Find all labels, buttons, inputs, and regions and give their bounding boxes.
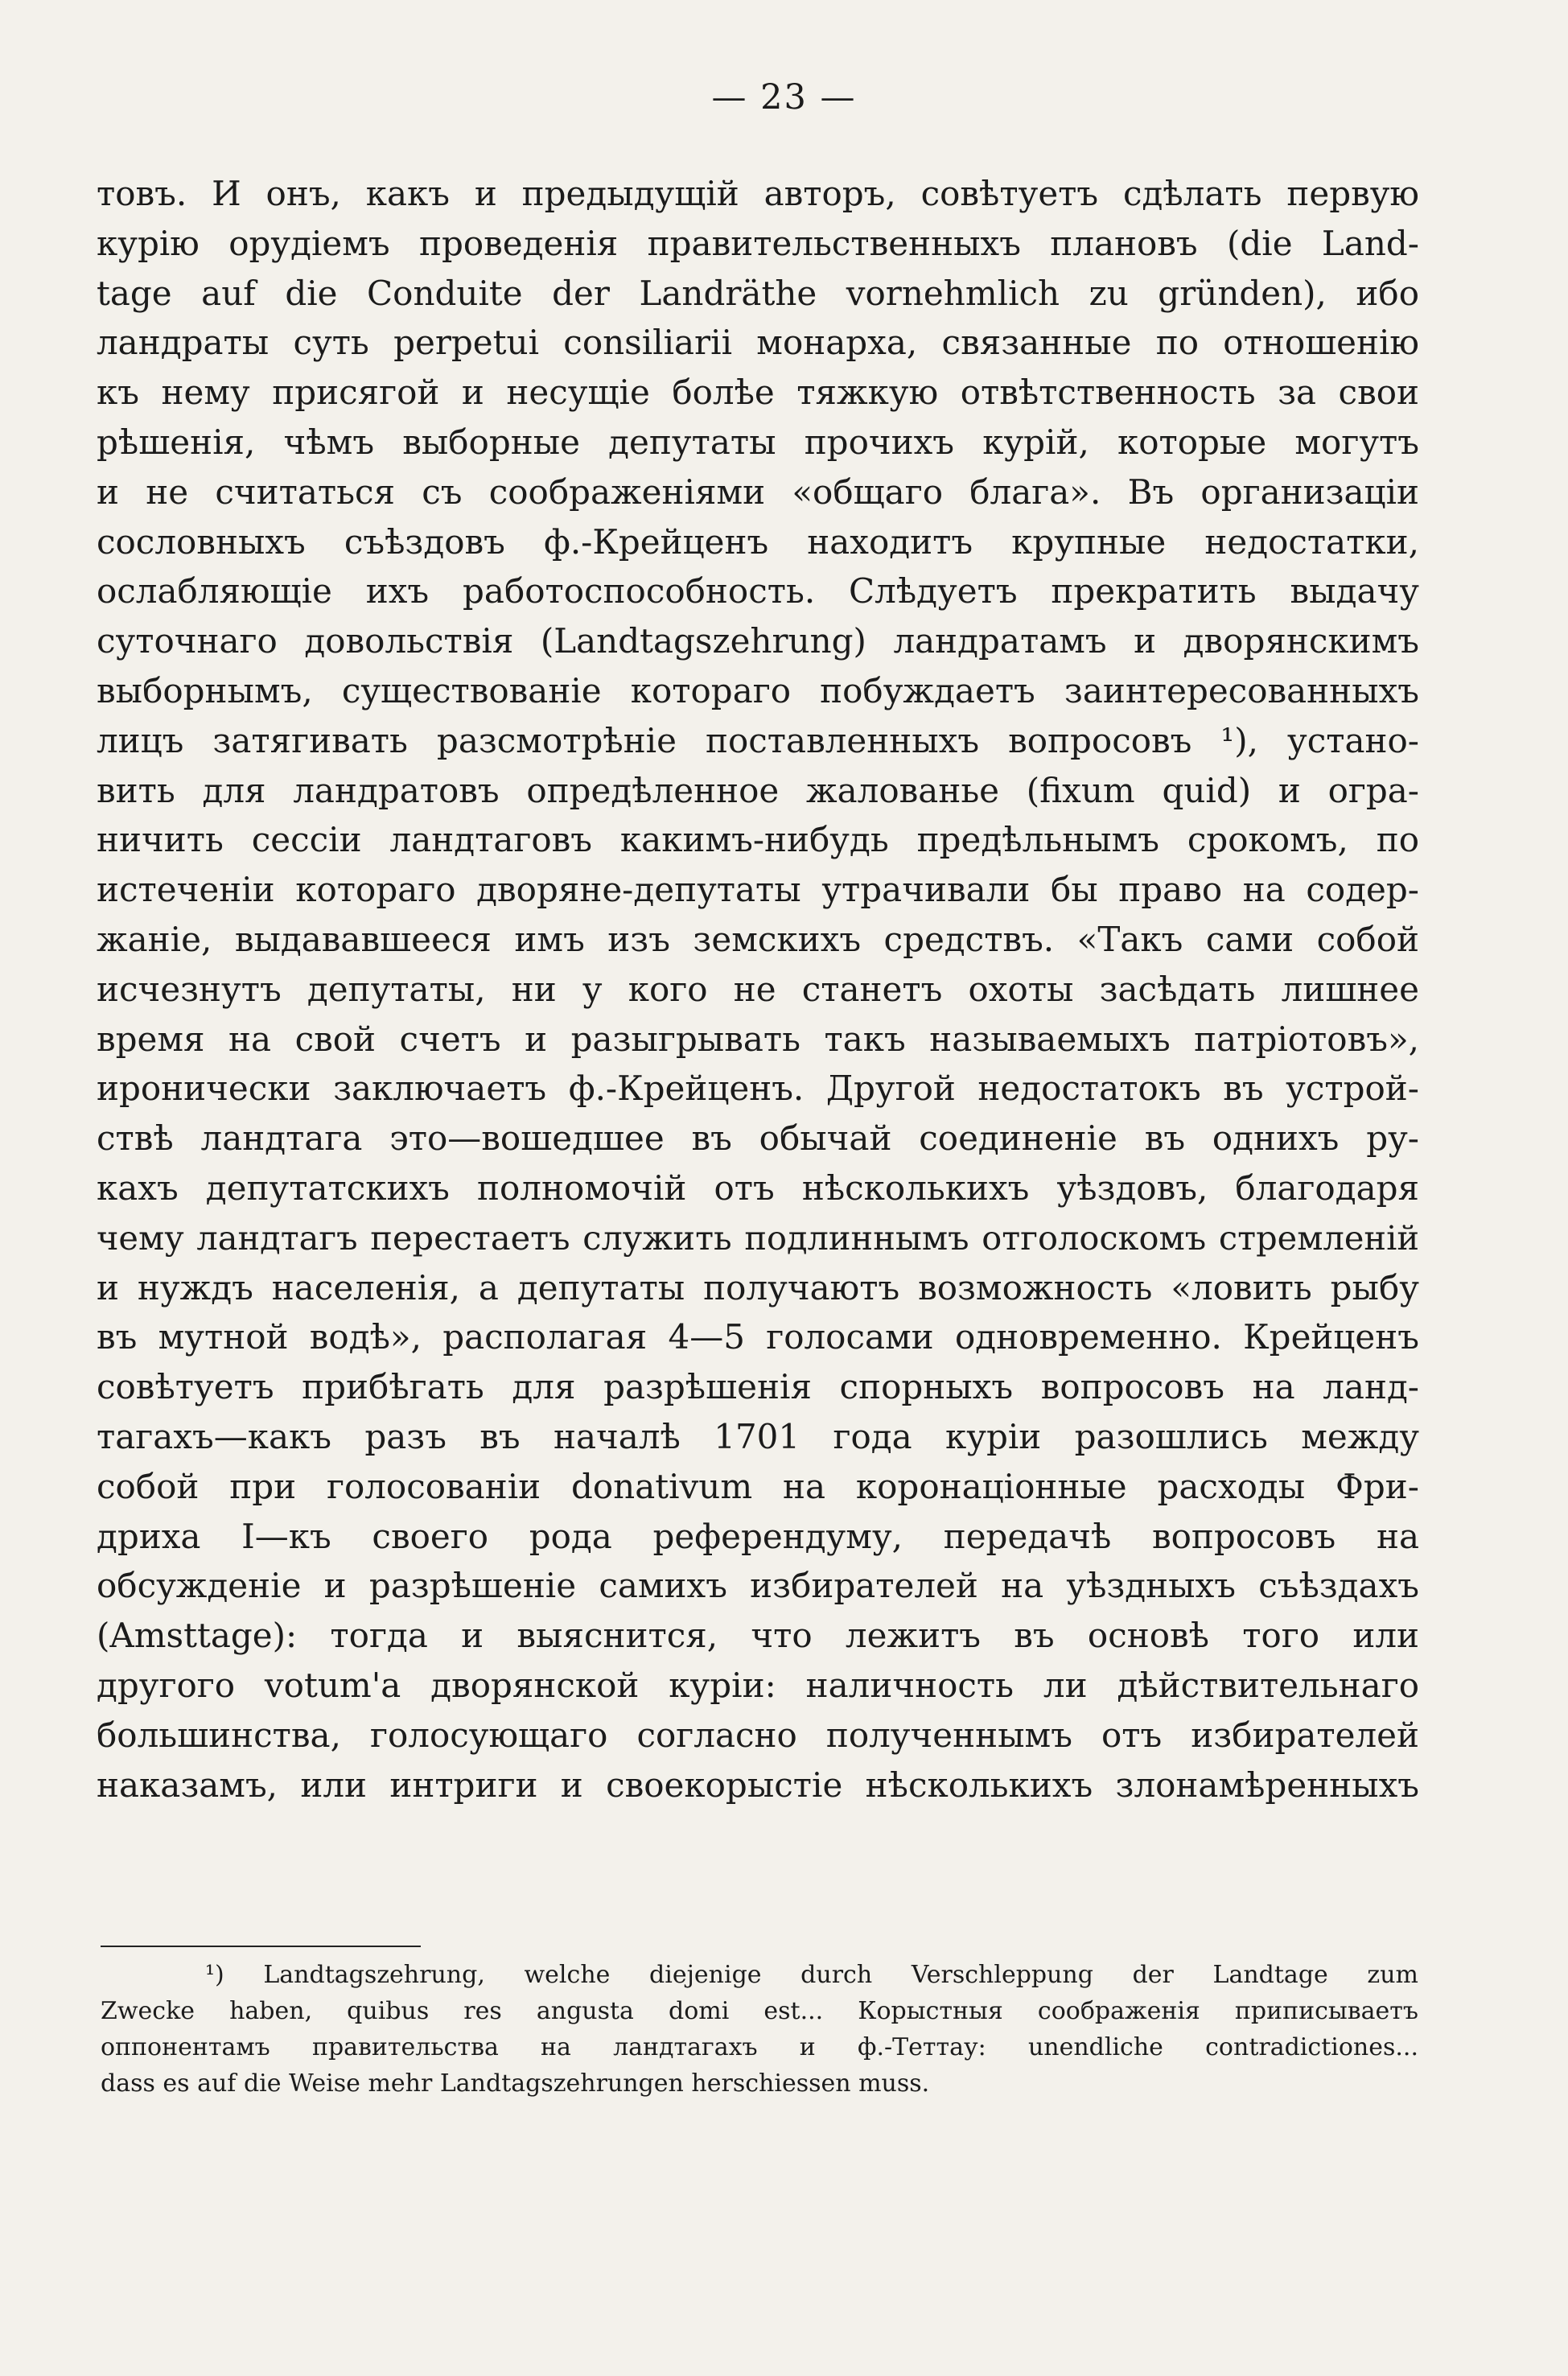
text-line: къ нему присягой и несущіе болѣе тяжкую отвѣтственность за свои [97,373,1419,413]
text-line: тагахъ—какъ разъ въ началѣ 1701 года куріи разошлись между [97,1416,1419,1456]
text-line: вить для ландратовъ опредѣленное жалованье (fixum quid) и огра- [97,770,1419,810]
text-line: въ мутной водѣ», располагая 4—5 голосами одновременно. Крейценъ [97,1317,1419,1357]
footnote-line: оппонентамъ правительства на ландтагахъ и ф.-Теттау: unendliche contradictiones... [101,2033,1418,2061]
footnote-line: dass es auf die Weise mehr Landtagszehrungen herschiessen muss. [101,2069,930,2098]
footnote-divider [101,1946,421,1947]
text-line: ландраты суть perpetui consiliarii монарха, связанные по отношенію [97,323,1419,363]
text-line: суточнаго довольствія (Landtagszehrung) ландратамъ и дворянскимъ [97,621,1419,661]
text-line: иронически заключаетъ ф.-Крейценъ. Другой недостатокъ въ устрой- [97,1069,1419,1109]
page-number: — 23 — [711,77,857,117]
text-line: (Amsttage): тогда и выяснится, что лежитъ въ основѣ того или [97,1616,1419,1656]
text-line: лицъ затягивать разсмотрѣніе поставленныхъ вопросовъ ¹), устано- [97,720,1419,760]
text-line: рѣшенія, чѣмъ выборные депутаты прочихъ курій, которые могутъ [97,422,1419,462]
footnote-line: ¹) Landtagszehrung, welche diejenige durch Verschleppung der Landtage zum [205,1961,1418,1989]
text-line: другого votum'а дворянской куріи: наличность ли дѣйствительнаго [97,1665,1419,1705]
text-line: курію орудіемъ проведенія правительственныхъ плановъ (die Land- [97,223,1419,263]
text-line: сословныхъ съѣздовъ ф.-Крейценъ находитъ крупные недостатки, [97,521,1419,562]
footnote [101,1957,1418,2102]
text-line: большинства, голосующаго согласно полученнымъ отъ избирателей [97,1715,1419,1755]
text-line: кахъ депутатскихъ полномочій отъ нѣсколькихъ уѣздовъ, благодаря [97,1167,1419,1208]
text-line: исчезнутъ депутаты, ни у кого не станетъ охоты засѣдать лишнее [97,969,1419,1009]
text-line: обсужденіе и разрѣшеніе самихъ избирателей на уѣздныхъ съѣздахъ [97,1566,1419,1606]
text-line: и не считаться съ соображеніями «общаго блага». Въ организаціи [97,471,1419,512]
text-line: ствѣ ландтага это—вошедшее въ обычай соединеніе въ однихъ ру- [97,1118,1419,1159]
body-text [97,169,1419,1810]
text-line: дриха I—къ своего рода референдуму, передачѣ вопросовъ на [97,1516,1419,1556]
text-line: ничить сессіи ландтаговъ какимъ-нибудь предѣльнымъ срокомъ, по [97,820,1419,860]
text-line: собой при голосованіи donativum на коронаціонные расходы Фри- [97,1466,1419,1506]
text-line: жаніе, выдававшееся имъ изъ земскихъ средствъ. «Такъ сами собой [97,919,1419,959]
footnote-line: Zwecke haben, quibus res angusta domi est... Корыстныя соображенія приписываетъ [101,1997,1418,2025]
text-line: выборнымъ, существованіе котораго побуждаетъ заинтересованныхъ [97,670,1419,710]
text-line: ослабляющіе ихъ работоспособность. Слѣдуетъ прекратить выдачу [97,571,1419,612]
text-line: tage auf die Conduite der Landräthe vornehmlich zu gründen), ибо [97,273,1419,313]
text-line: и нуждъ населенія, а депутаты получаютъ возможность «ловить рыбу [97,1267,1419,1307]
text-line: наказамъ, или интриги и своекорыстіе нѣсколькихъ злонамѣренныхъ [97,1764,1419,1805]
text-line: время на свой счетъ и разыгрывать такъ называемыхъ патріотовъ», [97,1019,1419,1059]
text-line: истеченіи котораго дворяне-депутаты утрачивали бы право на содер- [97,870,1419,910]
text-line: товъ. И онъ, какъ и предыдущій авторъ, совѣтуетъ сдѣлать первую [97,174,1419,213]
text-line: чему ландтагъ перестаетъ служить подлиннымъ отголоскомъ стремленій [97,1217,1419,1258]
text-line: совѣтуетъ прибѣгать для разрѣшенія спорныхъ вопросовъ на ланд- [97,1367,1419,1407]
